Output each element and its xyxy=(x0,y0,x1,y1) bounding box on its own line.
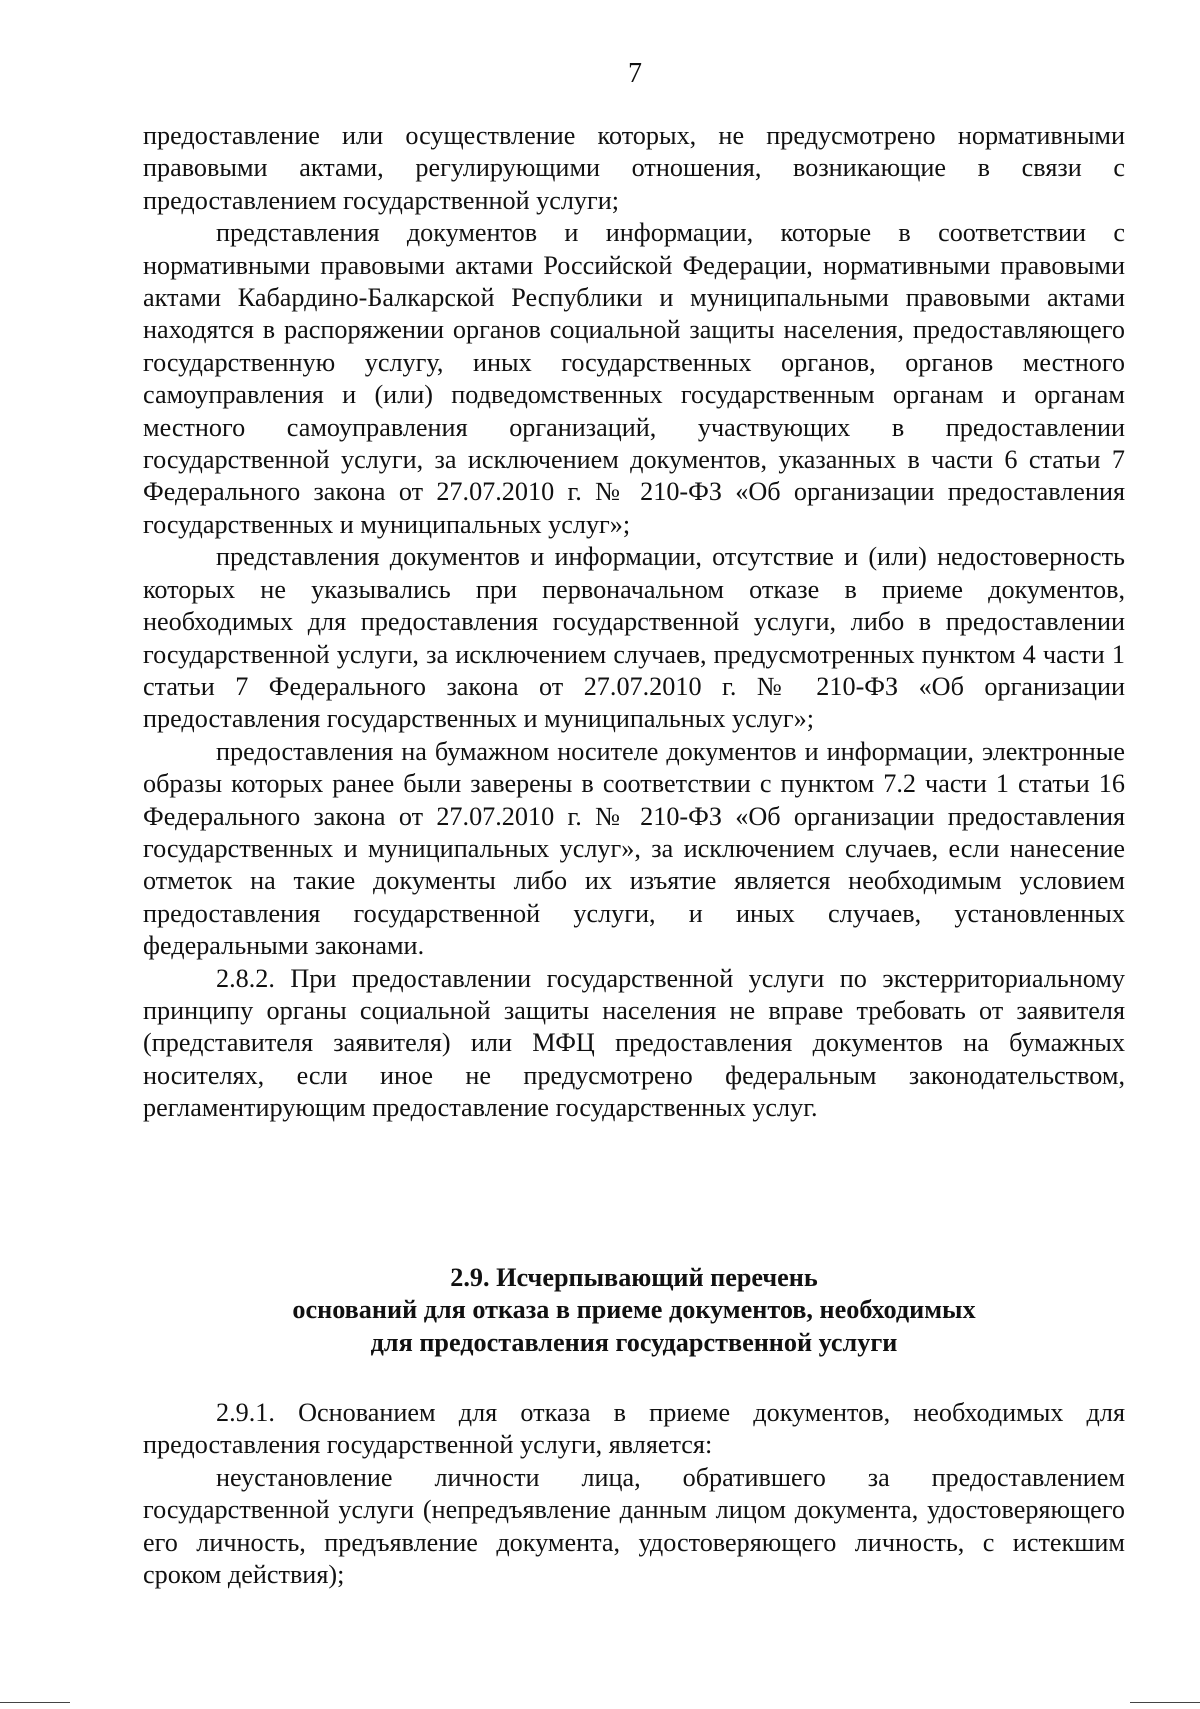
section-heading-line: 2.9. Исчерпывающий перечень xyxy=(450,1263,818,1292)
paragraph: представления документов и информации, отсутствие и (или) недостоверность которых не указывались при первоначальном отказе в приеме документов, необходимых для предоставления государственной услуги, либо в предоставлении государственной услуги, за исключением случаев, предусмотренных пунктом 4 части 1 статьи 7 Федерального закона от 27.07.2010 г. № 210-ФЗ «Об организации предоставления государственных и муниципальных услуг»; xyxy=(143,542,1125,734)
paragraph: представления документов и информации, которые в соответствии с нормативными правовыми актами Российской Федерации, нормативными правовыми актами Кабардино-Балкарской Республики и муниципальными правовыми актами находятся в распоряжении органов социальной защиты населения, предоставляющего государственную услугу, иных государственных органов, органов местного самоуправления и (или) подведомственных государственным органам и органам местного самоуправления организаций, участвующих в предоставлении государственной услуги, за исключением документов, указанных в части 6 статьи 7 Федерального закона от 27.07.2010 г. № 210-ФЗ «Об организации предоставления государственных и муниципальных услуг»; xyxy=(143,218,1125,539)
body-text-lower xyxy=(143,1397,1125,1591)
section-heading-line: для предоставления государственной услуги xyxy=(370,1327,898,1357)
section-heading-line: оснований для отказа в приеме документов, необходимых xyxy=(292,1295,976,1325)
page-number: 7 xyxy=(628,58,642,89)
section-heading xyxy=(143,1262,1125,1359)
body-text-upper xyxy=(143,120,1125,1125)
paragraph: предоставления на бумажном носителе документов и информации, электронные образы которых ранее были заверены в соответствии с пунктом 7.2 части 1 статьи 16 Федерального закона от 27.07.2010 г. № 210-ФЗ «Об организации предоставления государственных и муниципальных услуг», за исключением случаев, если нанесение отметок на такие документы либо их изъятие является необходимым условием предоставления государственной услуги, и иных случаев, установленных федеральными законами. xyxy=(143,736,1125,961)
paragraph: неустановление личности лица, обратившего за предоставлением государственной услуги (непредъявление данным лицом документа, удостоверяющего его личность, предъявление документа, удостоверяющего личность, с истекшим сроком действия); xyxy=(143,1462,1125,1590)
paragraph: 2.9.1. Основанием для отказа в приеме документов, необходимых для предоставления государственной услуги, является: xyxy=(143,1398,1125,1460)
scan-edge-mark xyxy=(1130,1702,1200,1703)
scan-edge-mark xyxy=(0,1702,70,1703)
paragraph: 2.8.2. При предоставлении государственной услуги по экстерриториальному принципу органы социальной защиты населения не вправе требовать от заявителя (представителя заявителя) или МФЦ предоставления документов на бумажных носителях, если иное не предусмотрено федеральным законодательством, регламентирующим предоставление государственных услуг. xyxy=(143,963,1125,1123)
paragraph: предоставление или осуществление которых, не предусмотрено нормативными правовыми актами, регулирующими отношения, возникающие в связи с предоставлением государственной услуги; xyxy=(143,121,1125,215)
